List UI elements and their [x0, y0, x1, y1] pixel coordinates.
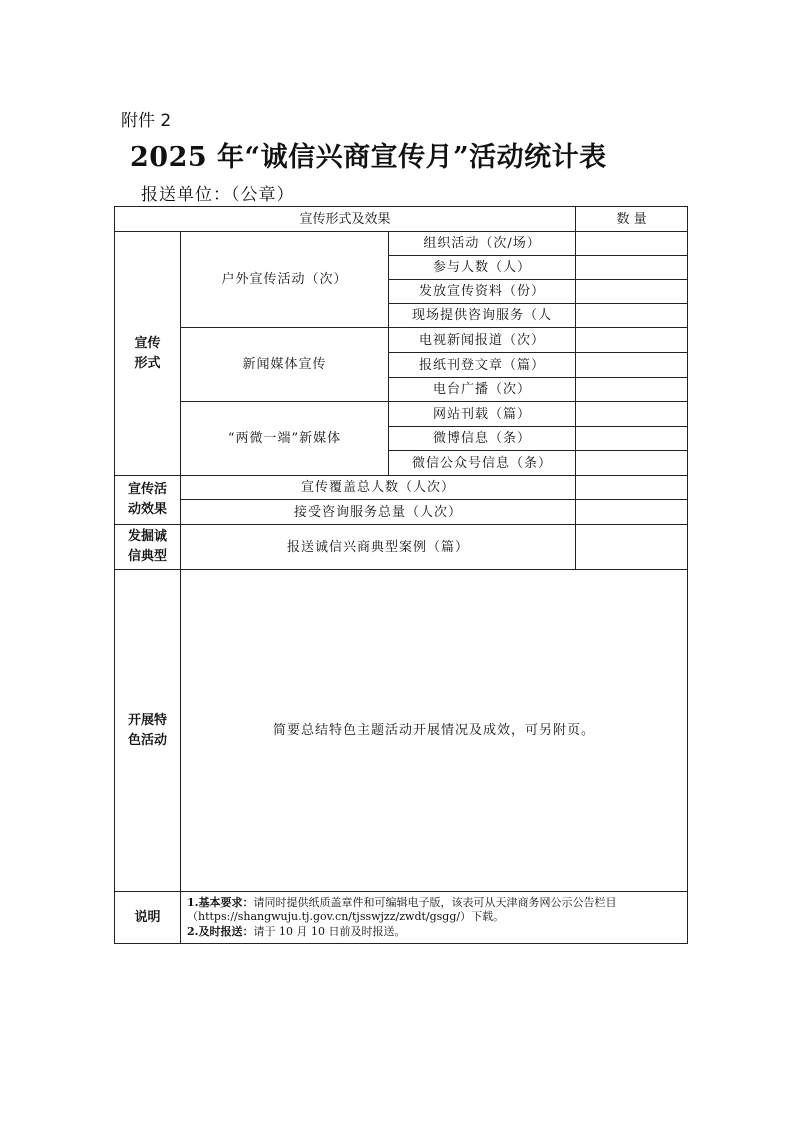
item-typical-cases: 报送诚信兴商典型案例（篇） — [181, 525, 576, 570]
quantity-cell[interactable] — [576, 353, 688, 378]
quantity-cell[interactable] — [576, 525, 688, 570]
category-effect: 宣传活 动效果 — [115, 476, 181, 525]
quantity-cell[interactable] — [576, 328, 688, 353]
item-consulting: 现场提供咨询服务（人 — [389, 304, 576, 328]
quantity-cell[interactable] — [576, 500, 688, 525]
quantity-cell[interactable] — [576, 476, 688, 500]
table-row — [115, 476, 688, 500]
item-website: 网站刊载（篇） — [389, 402, 576, 427]
quantity-cell[interactable] — [576, 402, 688, 427]
item-participants: 参与人数（人） — [389, 256, 576, 280]
statistics-table — [114, 206, 688, 944]
table-header-row — [115, 207, 688, 232]
quantity-cell[interactable] — [576, 304, 688, 328]
table-row — [115, 232, 688, 256]
notes-content — [181, 892, 688, 944]
table-row — [115, 525, 688, 570]
quantity-cell[interactable] — [576, 378, 688, 402]
item-radio: 电台广播（次） — [389, 378, 576, 402]
feature-activities-field[interactable]: 简要总结特色主题活动开展情况及成效，可另附页。 — [181, 570, 688, 892]
item-wechat: 微信公众号信息（条） — [389, 451, 576, 476]
table-row — [115, 402, 688, 427]
group-outdoor: 户外宣传活动（次） — [181, 232, 389, 328]
note-requirement-text: 请同时提供纸质盖章件和可编辑电子版，该表可从天津商务网公示公告栏目（https://shangwuju.tj.gov.cn/tjsswjzz/zwdt/gsgg/）下载。 — [187, 895, 617, 924]
item-tv-news: 电视新闻报道（次） — [389, 328, 576, 353]
quantity-cell[interactable] — [576, 232, 688, 256]
category-feature: 开展特 色活动 — [115, 570, 181, 892]
category-typical: 发掘诚 信典型 — [115, 525, 181, 570]
table-row — [115, 328, 688, 353]
table-row — [115, 892, 688, 944]
item-materials: 发放宣传资料（份） — [389, 280, 576, 304]
note-timely-text: 请于 10 月 10 日前及时报送。 — [253, 924, 406, 938]
table-row — [115, 500, 688, 525]
reporting-unit-label: 报送单位：（公章） — [141, 185, 295, 205]
item-newspaper: 报纸刊登文章（篇） — [389, 353, 576, 378]
quantity-cell[interactable] — [576, 280, 688, 304]
item-weibo: 微博信息（条） — [389, 427, 576, 451]
quantity-cell[interactable] — [576, 427, 688, 451]
table-row — [115, 570, 688, 892]
attachment-label: 附件 2 — [121, 111, 172, 131]
note-requirement-title: 1.基本要求： — [187, 895, 254, 909]
header-form-effect: 宣传形式及效果 — [115, 207, 576, 232]
item-organize-activities: 组织活动（次/场） — [389, 232, 576, 256]
group-news-media: 新闻媒体宣传 — [181, 328, 389, 402]
quantity-cell[interactable] — [576, 451, 688, 476]
item-consult-total: 接受咨询服务总量（人次） — [181, 500, 576, 525]
category-publicity-form: 宣传 形式 — [115, 232, 181, 476]
notes-label: 说明 — [115, 892, 181, 944]
quantity-cell[interactable] — [576, 256, 688, 280]
group-new-media: “两微一端”新媒体 — [181, 402, 389, 476]
note-timely-title: 2.及时报送： — [187, 924, 254, 938]
document-title: 2025 年“诚信兴商宣传月”活动统计表 — [130, 142, 607, 173]
header-quantity: 数 量 — [576, 207, 688, 232]
item-coverage: 宣传覆盖总人数（人次） — [181, 476, 576, 500]
